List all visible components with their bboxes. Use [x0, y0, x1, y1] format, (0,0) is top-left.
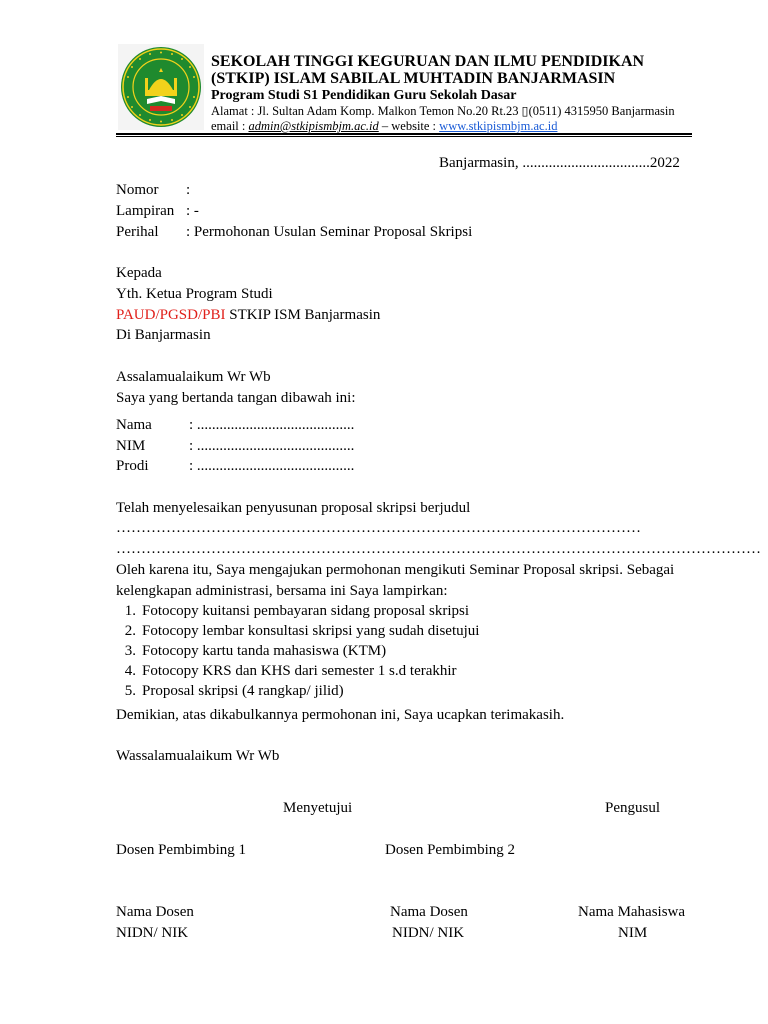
program-institution: STKIP ISM Banjarmasin [225, 307, 381, 323]
nomor-value: : [186, 182, 191, 198]
lampiran-label: Lampiran [116, 203, 175, 219]
thesis-title-line2[interactable]: ………………………………………………………………………………………………………………… [116, 541, 761, 557]
perihal-label: Perihal [116, 224, 159, 240]
institution-name-line1: SEKOLAH TINGGI KEGURUAN DAN ILMU PENDIDIKAN [211, 53, 645, 70]
attachment-list [112, 601, 479, 701]
student-id: NIM [618, 925, 648, 941]
header-divider [116, 133, 692, 137]
supervisor2-id: NIDN/ NIK [392, 925, 465, 941]
nama-label: Nama [116, 417, 152, 433]
prodi-field[interactable]: : .......................................... [189, 458, 355, 474]
list-item: 1. Fotocopy kuitansi pembayaran sidang proposal skripsi [124, 603, 470, 619]
website-link[interactable]: www.stkipismbjm.ac.id [439, 119, 558, 133]
supervisor1-label: Dosen Pembimbing 1 [116, 842, 246, 858]
email-label: email : [211, 119, 249, 133]
thesis-title-line1[interactable]: …………………………………………………………………………………………… [116, 520, 641, 536]
nomor-label: Nomor [116, 182, 159, 198]
closing-paragraph: Demikian, atas dikabulkannya permohonan ini, Saya ucapkan terimakasih. [116, 707, 565, 723]
intro-text: Saya yang bertanda tangan dibawah ini: [116, 390, 356, 406]
nama-field[interactable]: : .......................................... [189, 417, 355, 433]
contact-line [211, 119, 557, 134]
nomor-row [116, 180, 190, 200]
lampiran-value: : - [186, 203, 199, 219]
approval-label: Menyetujui [283, 800, 353, 816]
website-label: – website : [378, 119, 440, 133]
request-paragraph-line1: Oleh karena itu, Saya mengajukan permohonan mengikuti Seminar Proposal skripsi. Sebagai [116, 562, 675, 578]
nim-field[interactable]: : .......................................... [189, 438, 355, 454]
recipient-program [116, 305, 380, 325]
greeting: Assalamualaikum Wr Wb [116, 369, 271, 385]
list-item: 5. Proposal skripsi (4 rangkap/ jilid) [124, 683, 344, 699]
list-item: 3. Fotocopy kartu tanda mahasiswa (KTM) [124, 643, 387, 659]
recipient-title: Yth. Ketua Program Studi [116, 286, 273, 302]
supervisor1-id: NIDN/ NIK [116, 925, 189, 941]
perihal-row [116, 222, 472, 242]
prodi-row [116, 456, 354, 476]
thesis-statement: Telah menyelesaikan penyusunan proposal skripsi berjudul [116, 500, 471, 516]
nim-row [116, 436, 354, 456]
list-item: 4. Fotocopy KRS dan KHS dari semester 1 s.d terakhir [124, 663, 457, 679]
kepada: Kepada [116, 265, 162, 281]
place-date: Banjarmasin, ..................................2022 [439, 155, 680, 171]
request-paragraph-line2: kelengkapan administrasi, bersama ini Saya lampirkan: [116, 583, 448, 599]
email-link[interactable]: admin@stkipismbjm.ac.id [248, 119, 379, 133]
recipient-location: Di Banjarmasin [116, 327, 211, 343]
lampiran-row [116, 201, 199, 221]
supervisor2-label: Dosen Pembimbing 2 [385, 842, 515, 858]
perihal-value: : Permohonan Usulan Seminar Proposal Skripsi [186, 224, 473, 240]
supervisor2-name: Nama Dosen [390, 904, 468, 920]
institution-logo [118, 44, 204, 130]
proposer-label: Pengusul [605, 800, 661, 816]
nama-row [116, 415, 354, 435]
closing-greeting: Wassalamualaikum Wr Wb [116, 748, 280, 764]
institution-address: Alamat : Jl. Sultan Adam Komp. Malkon Temon No.20 Rt.23 ▯(0511) 4315950 Banjarmasin [211, 104, 675, 118]
program-name: Program Studi S1 Pendidikan Guru Sekolah Dasar [211, 88, 517, 103]
list-item: 2. Fotocopy lembar konsultasi skripsi yang sudah disetujui [124, 623, 480, 639]
institution-name-line2: (STKIP) ISLAM SABILAL MUHTADIN BANJARMASIN [211, 70, 616, 87]
program-options: PAUD/PGSD/PBI [116, 307, 226, 323]
nim-label: NIM [116, 438, 146, 454]
student-name: Nama Mahasiswa [578, 904, 686, 920]
prodi-label: Prodi [116, 458, 149, 474]
supervisor1-name: Nama Dosen [116, 904, 194, 920]
